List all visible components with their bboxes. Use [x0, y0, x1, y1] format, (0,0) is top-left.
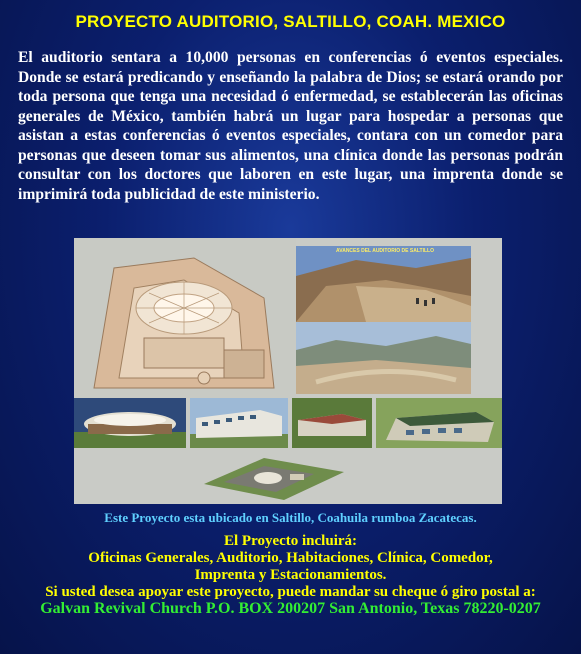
page-title: PROYECTO AUDITORIO, SALTILLO, COAH. MEXICO — [75, 12, 506, 31]
construction-site-photo-2 — [296, 322, 471, 394]
construction-site-photo-1 — [296, 246, 471, 322]
support-instructions: Si usted desea apoyar este proyecto, puede mandar su cheque ó giro postal a: — [45, 584, 536, 600]
project-heading: El Proyecto incluirá: — [223, 533, 358, 549]
site-progress-label: AVANCES DEL AUDITORIO DE SALTILLO — [336, 248, 434, 254]
location-caption: Este Proyecto esta ubicado en Saltillo, Coahuila rumboa Zacatecas. — [104, 510, 477, 525]
render-auditorium-dome — [74, 398, 186, 448]
mailing-address: Galvan Revival Church P.O. BOX 200207 San Antonio, Texas 78220-0207 — [40, 600, 541, 617]
project-photo-collage — [74, 238, 502, 504]
project-description: El auditorio sentara a 10,000 personas en conferencias ó eventos especiales. Donde se estará predicando y enseñando la palabra de Dios; se estará orando por toda persona que tenga una necesidad ó enfermedad, se establecerán las oficinas generales de México, también habrá un lugar para hospedar a personas que asistan a estas conferencias ó eventos especiales, contara con un comedor para personas que deseen tomar sus alimentos, una clínica donde las personas podrán consultar con los doctores que laboren en este lugar, una imprenta donde se imprimirá toda publicidad de este ministerio. — [18, 49, 563, 203]
render-office-building — [190, 398, 288, 448]
render-dormitory-building — [376, 398, 502, 448]
project-includes-line-1: Oficinas Generales, Auditorio, Habitaciones, Clínica, Comedor, — [88, 550, 493, 566]
project-includes-line-2: Imprenta y Estacionamientos. — [194, 567, 387, 583]
scale-model-photo — [74, 238, 296, 398]
render-site-overview — [204, 454, 344, 500]
render-clinic-building — [292, 398, 372, 448]
